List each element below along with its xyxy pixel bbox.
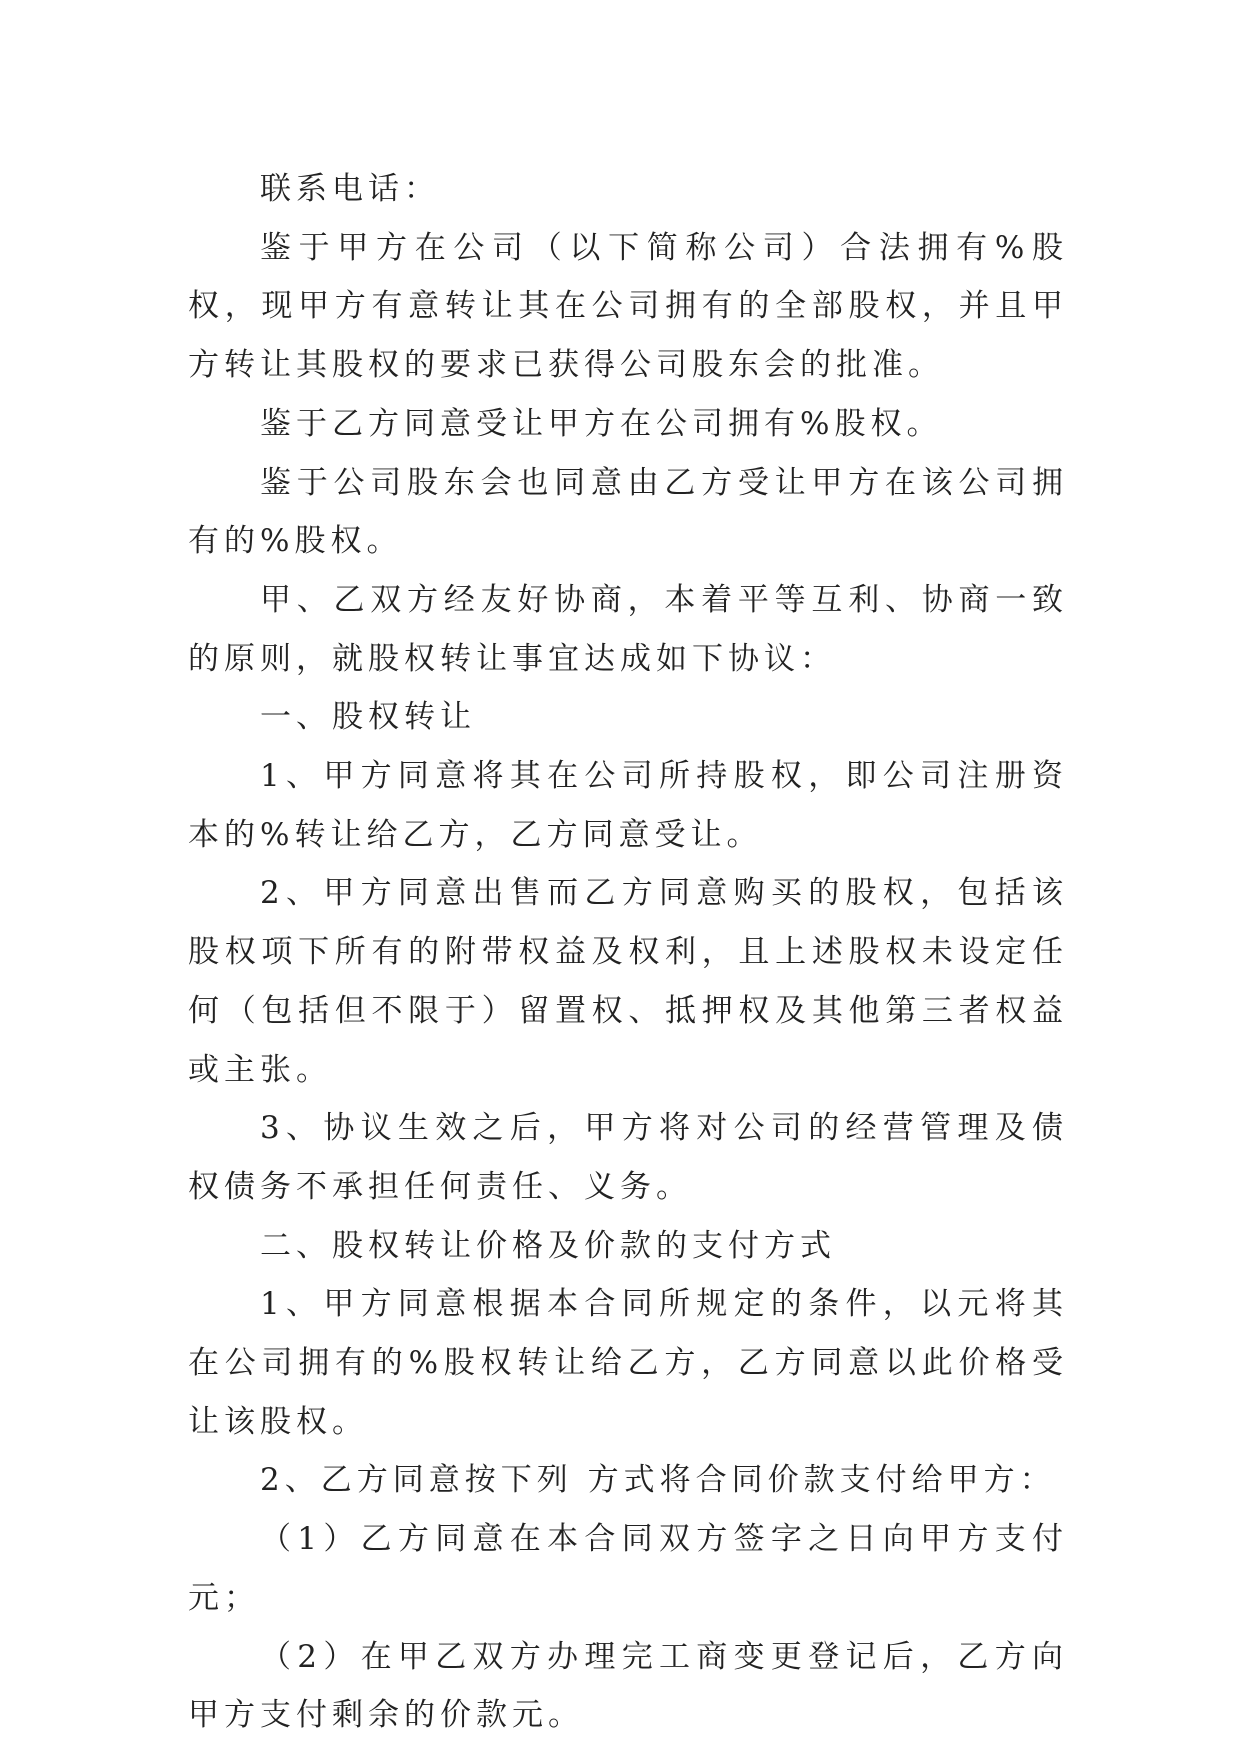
section-heading-price-payment: 二、股权转让价格及价款的支付方式	[260, 1227, 836, 1264]
section-heading-equity-transfer: 一、股权转让	[260, 699, 476, 736]
recital-seller-equity: 鉴于甲方在公司（以下简称公司）合法拥有%股权，现甲方有意转让其在公司拥有的全部股权，并且甲方转让其股权的要求已获得公司股东会的批准。	[188, 229, 1068, 384]
clause-2-1: 1、甲方同意根据本合同所规定的条件，以元将其在公司拥有的%股权转让给乙方，乙方同意以此价格受让该股权。	[188, 1286, 1068, 1440]
clause-1-2: 2、甲方同意出售而乙方同意购买的股权，包括该股权项下所有的附带权益及权利，且上述股权未设定任何（包括但不限于）留置权、抵押权及其他第三者权益或主张。	[188, 875, 1068, 1088]
recital-shareholder-approval: 鉴于公司股东会也同意由乙方受让甲方在该公司拥有的%股权。	[188, 464, 1068, 560]
contact-phone-line: 联系电话：	[260, 171, 440, 207]
clause-1-3: 3、协议生效之后，甲方将对公司的经营管理及债权债务不承担任何责任、义务。	[188, 1110, 1068, 1205]
agreement-preamble: 甲、乙双方经友好协商，本着平等互利、协商一致的原则，就股权转让事宜达成如下协议：	[188, 581, 1068, 677]
clause-1-1: 1、甲方同意将其在公司所持股权，即公司注册资本的%转让给乙方，乙方同意受让。	[188, 758, 1068, 853]
document-body	[188, 160, 1068, 1745]
clause-2-2: 2、乙方同意按下列 方式将合同价款支付给甲方：	[260, 1462, 1056, 1499]
payment-item-2: （2）在甲乙双方办理完工商变更登记后，乙方向甲方支付剩余的价款元。	[188, 1638, 1068, 1734]
payment-item-1: （1）乙方同意在本合同双方签字之日向甲方支付元；	[188, 1521, 1068, 1616]
recital-buyer-consent: 鉴于乙方同意受让甲方在公司拥有%股权。	[260, 405, 943, 442]
